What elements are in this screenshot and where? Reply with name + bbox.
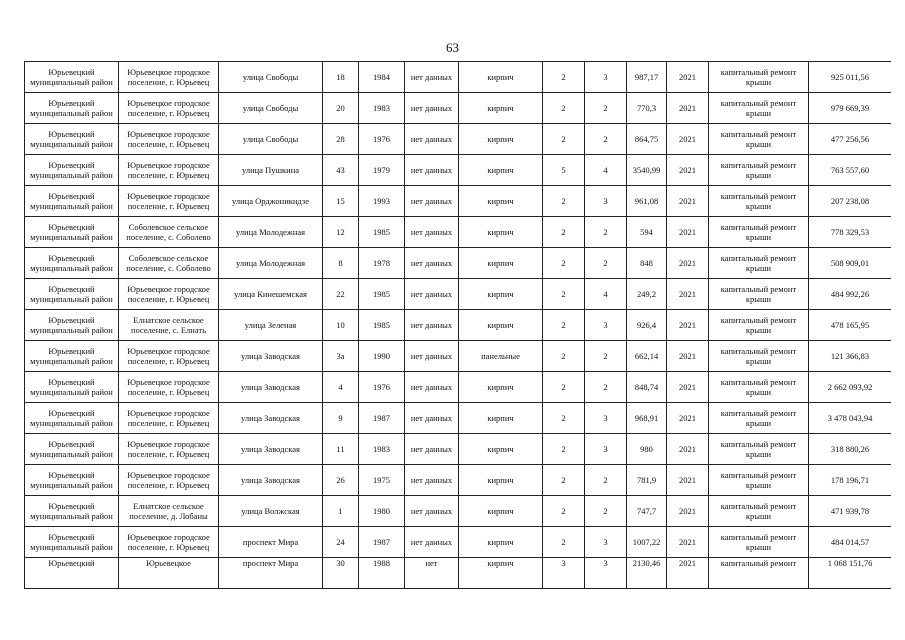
repair-year-cell: 2021: [667, 124, 709, 155]
table-row: [25, 465, 892, 496]
year-built-cell: 1978: [359, 248, 405, 279]
data-availability-cell: нет данных: [405, 310, 459, 341]
area-cell: 926,4: [627, 310, 667, 341]
wall-material-cell: кирпич: [459, 403, 543, 434]
floors-cell: 2: [543, 403, 585, 434]
district-cell: Юрьевецкий муниципальный район: [25, 372, 119, 403]
entrances-cell: 3: [585, 527, 627, 558]
street-cell: улица Зеленая: [219, 310, 323, 341]
table-row: [25, 310, 892, 341]
floors-cell: 2: [543, 186, 585, 217]
area-cell: 848: [627, 248, 667, 279]
year-built-cell: 1987: [359, 403, 405, 434]
table-row: [25, 217, 892, 248]
table-row: [25, 341, 892, 372]
cost-cell: 3 478 043,94: [809, 403, 892, 434]
settlement-cell: Юрьевецкое городское поселение, г. Юрьевец: [119, 155, 219, 186]
area-cell: 3540,99: [627, 155, 667, 186]
entrances-cell: 3: [585, 62, 627, 93]
work-type-cell: капитальный ремонт крыши: [709, 124, 809, 155]
year-built-cell: 1985: [359, 310, 405, 341]
year-built-cell: 1983: [359, 434, 405, 465]
housing-repair-table: [24, 61, 891, 589]
house-number-cell: 18: [323, 62, 359, 93]
settlement-cell: Соболевское сельское поселение, с. Соболево: [119, 248, 219, 279]
house-number-cell: 26: [323, 465, 359, 496]
settlement-cell: Юрьевецкое городское поселение, г. Юрьевец: [119, 124, 219, 155]
repair-year-cell: 2021: [667, 465, 709, 496]
street-cell: проспект Мира: [219, 558, 323, 589]
house-number-cell: 11: [323, 434, 359, 465]
street-cell: улица Свободы: [219, 124, 323, 155]
floors-cell: 2: [543, 496, 585, 527]
cost-cell: 484 014,57: [809, 527, 892, 558]
data-availability-cell: нет данных: [405, 93, 459, 124]
repair-year-cell: 2021: [667, 62, 709, 93]
wall-material-cell: кирпич: [459, 527, 543, 558]
year-built-cell: 1983: [359, 93, 405, 124]
data-availability-cell: нет данных: [405, 527, 459, 558]
cost-cell: 178 196,71: [809, 465, 892, 496]
house-number-cell: 15: [323, 186, 359, 217]
area-cell: 249,2: [627, 279, 667, 310]
wall-material-cell: кирпич: [459, 434, 543, 465]
entrances-cell: 3: [585, 186, 627, 217]
cost-cell: 207 238,08: [809, 186, 892, 217]
work-type-cell: капитальный ремонт крыши: [709, 186, 809, 217]
table-row: [25, 496, 892, 527]
data-availability-cell: нет данных: [405, 124, 459, 155]
wall-material-cell: кирпич: [459, 124, 543, 155]
wall-material-cell: панельные: [459, 341, 543, 372]
street-cell: улица Свободы: [219, 93, 323, 124]
entrances-cell: 2: [585, 496, 627, 527]
data-availability-cell: нет данных: [405, 62, 459, 93]
floors-cell: 2: [543, 248, 585, 279]
district-cell: Юрьевецкий муниципальный район: [25, 527, 119, 558]
entrances-cell: 2: [585, 248, 627, 279]
floors-cell: 3: [543, 558, 585, 589]
street-cell: улица Волжская: [219, 496, 323, 527]
street-cell: улица Заводская: [219, 403, 323, 434]
year-built-cell: 1993: [359, 186, 405, 217]
area-cell: 747,7: [627, 496, 667, 527]
cost-cell: 471 939,78: [809, 496, 892, 527]
entrances-cell: 3: [585, 403, 627, 434]
district-cell: Юрьевецкий муниципальный район: [25, 248, 119, 279]
repair-year-cell: 2021: [667, 93, 709, 124]
cost-cell: 121 366,83: [809, 341, 892, 372]
work-type-cell: капитальный ремонт крыши: [709, 248, 809, 279]
floors-cell: 2: [543, 217, 585, 248]
street-cell: улица Заводская: [219, 341, 323, 372]
house-number-cell: 1: [323, 496, 359, 527]
settlement-cell: Елнатское сельское поселение, с. Елнать: [119, 310, 219, 341]
area-cell: 2130,46: [627, 558, 667, 589]
work-type-cell: капитальный ремонт крыши: [709, 403, 809, 434]
district-cell: Юрьевецкий муниципальный район: [25, 62, 119, 93]
settlement-cell: Юрьевецкое городское поселение, г. Юрьевец: [119, 434, 219, 465]
settlement-cell: Юрьевецкое городское поселение, г. Юрьевец: [119, 62, 219, 93]
wall-material-cell: кирпич: [459, 558, 543, 589]
entrances-cell: 2: [585, 372, 627, 403]
district-cell: Юрьевецкий муниципальный район: [25, 124, 119, 155]
area-cell: 961,08: [627, 186, 667, 217]
settlement-cell: Юрьевецкое городское поселение, г. Юрьевец: [119, 93, 219, 124]
repair-year-cell: 2021: [667, 558, 709, 589]
house-number-cell: 20: [323, 93, 359, 124]
street-cell: улица Заводская: [219, 372, 323, 403]
settlement-cell: Юрьевецкое городское поселение, г. Юрьевец: [119, 341, 219, 372]
street-cell: улица Молодежная: [219, 248, 323, 279]
district-cell: Юрьевецкий муниципальный район: [25, 310, 119, 341]
cost-cell: 508 909,01: [809, 248, 892, 279]
data-availability-cell: нет данных: [405, 155, 459, 186]
year-built-cell: 1979: [359, 155, 405, 186]
street-cell: улица Заводская: [219, 434, 323, 465]
data-availability-cell: нет данных: [405, 372, 459, 403]
repair-year-cell: 2021: [667, 310, 709, 341]
work-type-cell: капитальный ремонт крыши: [709, 372, 809, 403]
work-type-cell: капитальный ремонт крыши: [709, 465, 809, 496]
repair-year-cell: 2021: [667, 186, 709, 217]
data-availability-cell: нет: [405, 558, 459, 589]
area-cell: 662,14: [627, 341, 667, 372]
year-built-cell: 1976: [359, 124, 405, 155]
entrances-cell: 4: [585, 155, 627, 186]
cost-cell: 979 669,39: [809, 93, 892, 124]
entrances-cell: 2: [585, 124, 627, 155]
work-type-cell: капитальный ремонт крыши: [709, 341, 809, 372]
settlement-cell: Юрьевецкое: [119, 558, 219, 589]
work-type-cell: капитальный ремонт крыши: [709, 93, 809, 124]
wall-material-cell: кирпич: [459, 62, 543, 93]
district-cell: Юрьевецкий муниципальный район: [25, 279, 119, 310]
repair-year-cell: 2021: [667, 279, 709, 310]
entrances-cell: 3: [585, 310, 627, 341]
district-cell: Юрьевецкий муниципальный район: [25, 155, 119, 186]
data-availability-cell: нет данных: [405, 465, 459, 496]
year-built-cell: 1985: [359, 217, 405, 248]
wall-material-cell: кирпич: [459, 155, 543, 186]
work-type-cell: капитальный ремонт крыши: [709, 434, 809, 465]
repair-year-cell: 2021: [667, 341, 709, 372]
cost-cell: 478 165,95: [809, 310, 892, 341]
repair-year-cell: 2021: [667, 496, 709, 527]
table-row: [25, 279, 892, 310]
table-row: [25, 558, 892, 589]
housing-repair-table-container: [24, 61, 891, 640]
cost-cell: 1 068 151,76: [809, 558, 892, 589]
data-availability-cell: нет данных: [405, 279, 459, 310]
repair-year-cell: 2021: [667, 217, 709, 248]
repair-year-cell: 2021: [667, 248, 709, 279]
street-cell: проспект Мира: [219, 527, 323, 558]
district-cell: Юрьевецкий муниципальный район: [25, 465, 119, 496]
year-built-cell: 1985: [359, 279, 405, 310]
table-row: [25, 403, 892, 434]
data-availability-cell: нет данных: [405, 403, 459, 434]
work-type-cell: капитальный ремонт крыши: [709, 62, 809, 93]
district-cell: Юрьевецкий муниципальный район: [25, 496, 119, 527]
table-row: [25, 124, 892, 155]
cost-cell: 2 662 093,92: [809, 372, 892, 403]
floors-cell: 2: [543, 527, 585, 558]
cost-cell: 778 329,53: [809, 217, 892, 248]
table-row: [25, 62, 892, 93]
area-cell: 987,17: [627, 62, 667, 93]
work-type-cell: капитальный ремонт крыши: [709, 155, 809, 186]
cost-cell: 925 011,56: [809, 62, 892, 93]
entrances-cell: 2: [585, 341, 627, 372]
work-type-cell: капитальный ремонт крыши: [709, 217, 809, 248]
work-type-cell: капитальный ремонт крыши: [709, 527, 809, 558]
district-cell: Юрьевецкий муниципальный район: [25, 341, 119, 372]
floors-cell: 2: [543, 62, 585, 93]
area-cell: 848,74: [627, 372, 667, 403]
floors-cell: 2: [543, 310, 585, 341]
wall-material-cell: кирпич: [459, 217, 543, 248]
table-row: [25, 93, 892, 124]
work-type-cell: капитальный ремонт крыши: [709, 496, 809, 527]
entrances-cell: 4: [585, 279, 627, 310]
house-number-cell: 10: [323, 310, 359, 341]
year-built-cell: 1976: [359, 372, 405, 403]
entrances-cell: 2: [585, 93, 627, 124]
table-row: [25, 434, 892, 465]
floors-cell: 2: [543, 465, 585, 496]
year-built-cell: 1975: [359, 465, 405, 496]
cost-cell: 318 880,26: [809, 434, 892, 465]
data-availability-cell: нет данных: [405, 341, 459, 372]
entrances-cell: 2: [585, 217, 627, 248]
year-built-cell: 1980: [359, 496, 405, 527]
wall-material-cell: кирпич: [459, 465, 543, 496]
district-cell: Юрьевецкий муниципальный район: [25, 186, 119, 217]
floors-cell: 2: [543, 372, 585, 403]
area-cell: 770,3: [627, 93, 667, 124]
table-body: [25, 62, 892, 589]
cost-cell: 477 256,56: [809, 124, 892, 155]
year-built-cell: 1988: [359, 558, 405, 589]
street-cell: улица Орджоникидзе: [219, 186, 323, 217]
floors-cell: 2: [543, 341, 585, 372]
wall-material-cell: кирпич: [459, 372, 543, 403]
house-number-cell: 43: [323, 155, 359, 186]
settlement-cell: Юрьевецкое городское поселение, г. Юрьевец: [119, 186, 219, 217]
table-row: [25, 248, 892, 279]
settlement-cell: Юрьевецкое городское поселение, г. Юрьевец: [119, 527, 219, 558]
district-cell: Юрьевецкий муниципальный район: [25, 217, 119, 248]
wall-material-cell: кирпич: [459, 496, 543, 527]
wall-material-cell: кирпич: [459, 310, 543, 341]
settlement-cell: Юрьевецкое городское поселение, г. Юрьевец: [119, 403, 219, 434]
floors-cell: 2: [543, 124, 585, 155]
entrances-cell: 3: [585, 558, 627, 589]
house-number-cell: 12: [323, 217, 359, 248]
area-cell: 864,75: [627, 124, 667, 155]
area-cell: 968,91: [627, 403, 667, 434]
repair-year-cell: 2021: [667, 372, 709, 403]
wall-material-cell: кирпич: [459, 248, 543, 279]
cost-cell: 763 557,60: [809, 155, 892, 186]
house-number-cell: 9: [323, 403, 359, 434]
wall-material-cell: кирпич: [459, 186, 543, 217]
floors-cell: 2: [543, 279, 585, 310]
data-availability-cell: нет данных: [405, 217, 459, 248]
work-type-cell: капитальный ремонт: [709, 558, 809, 589]
settlement-cell: Юрьевецкое городское поселение, г. Юрьевец: [119, 372, 219, 403]
data-availability-cell: нет данных: [405, 248, 459, 279]
house-number-cell: 4: [323, 372, 359, 403]
area-cell: 1007,22: [627, 527, 667, 558]
table-row: [25, 372, 892, 403]
repair-year-cell: 2021: [667, 527, 709, 558]
house-number-cell: 28: [323, 124, 359, 155]
repair-year-cell: 2021: [667, 155, 709, 186]
entrances-cell: 2: [585, 465, 627, 496]
street-cell: улица Кинешемская: [219, 279, 323, 310]
district-cell: Юрьевецкий муниципальный район: [25, 403, 119, 434]
street-cell: улица Молодежная: [219, 217, 323, 248]
house-number-cell: 8: [323, 248, 359, 279]
work-type-cell: капитальный ремонт крыши: [709, 310, 809, 341]
table-row: [25, 155, 892, 186]
house-number-cell: 22: [323, 279, 359, 310]
house-number-cell: 24: [323, 527, 359, 558]
floors-cell: 2: [543, 434, 585, 465]
settlement-cell: Юрьевецкое городское поселение, г. Юрьевец: [119, 465, 219, 496]
wall-material-cell: кирпич: [459, 93, 543, 124]
data-availability-cell: нет данных: [405, 496, 459, 527]
house-number-cell: 30: [323, 558, 359, 589]
house-number-cell: 3а: [323, 341, 359, 372]
district-cell: Юрьевецкий муниципальный район: [25, 93, 119, 124]
settlement-cell: Соболевское сельское поселение, с. Соболево: [119, 217, 219, 248]
work-type-cell: капитальный ремонт крыши: [709, 279, 809, 310]
table-row: [25, 186, 892, 217]
table-row: [25, 527, 892, 558]
area-cell: 594: [627, 217, 667, 248]
area-cell: 980: [627, 434, 667, 465]
street-cell: улица Заводская: [219, 465, 323, 496]
repair-year-cell: 2021: [667, 434, 709, 465]
settlement-cell: Юрьевецкое городское поселение, г. Юрьевец: [119, 279, 219, 310]
floors-cell: 2: [543, 93, 585, 124]
year-built-cell: 1987: [359, 527, 405, 558]
area-cell: 781,9: [627, 465, 667, 496]
settlement-cell: Елнатское сельское поселение, д. Лобаны: [119, 496, 219, 527]
wall-material-cell: кирпич: [459, 279, 543, 310]
street-cell: улица Свободы: [219, 62, 323, 93]
cost-cell: 484 992,26: [809, 279, 892, 310]
page-number: 63: [446, 40, 459, 55]
data-availability-cell: нет данных: [405, 434, 459, 465]
repair-year-cell: 2021: [667, 403, 709, 434]
entrances-cell: 3: [585, 434, 627, 465]
floors-cell: 5: [543, 155, 585, 186]
year-built-cell: 1990: [359, 341, 405, 372]
district-cell: Юрьевецкий муниципальный район: [25, 434, 119, 465]
data-availability-cell: нет данных: [405, 186, 459, 217]
street-cell: улица Пушкина: [219, 155, 323, 186]
year-built-cell: 1984: [359, 62, 405, 93]
district-cell: Юрьевецкий: [25, 558, 119, 589]
